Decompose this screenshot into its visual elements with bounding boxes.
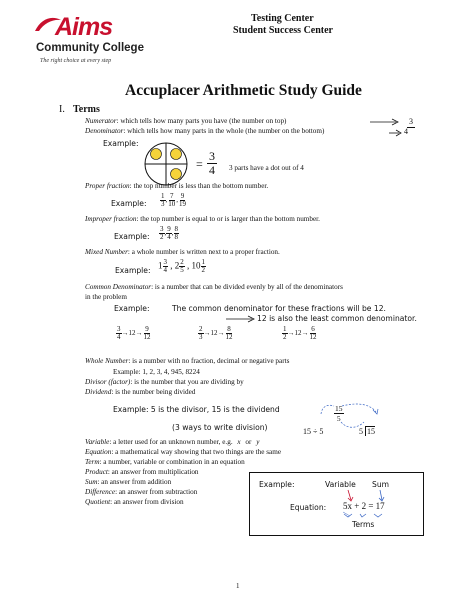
circle-equals: =: [196, 157, 203, 171]
quotient-definition: Quotient: an answer from division: [85, 498, 184, 506]
box-equation-label: Equation:: [290, 503, 327, 512]
whole-number-example: Example: 1, 2, 3, 4, 945, 8224: [113, 368, 200, 376]
section-heading: Terms: [73, 104, 100, 115]
dot-icon: [171, 169, 182, 180]
proper-fraction-list: $\frac{1}{3}$ , $\frac{7}{10}$ , $\frac{9}{19}$: [161, 192, 186, 208]
proper-fraction-definition: Proper fraction: the top number is less than the bottom number.: [85, 182, 269, 190]
mixed-number-definition: Mixed Number: a whole number is written next to a proper fraction.: [85, 248, 280, 256]
common-note-2: 12 is also the least common denominator.: [257, 314, 417, 323]
division-form-3: 5 15: [359, 427, 375, 436]
divisor-definition: Divisor (factor): is the number that you are dividing by: [85, 378, 244, 386]
arrow-right-icon: [389, 130, 403, 136]
product-definition: Product: an answer from multiplication: [85, 468, 199, 476]
term-definition: Term: a number, variable or combination in an equation: [85, 458, 245, 466]
arrow-right-icon: [370, 119, 400, 125]
logo-subtitle: Community College: [36, 42, 144, 54]
student-success-center-label: Student Success Center: [233, 25, 333, 36]
dividend-definition: Dividend: is the number being divided: [85, 388, 196, 396]
sum-definition: Sum: an answer from addition: [85, 478, 172, 486]
box-equation-text: 5x + 2 = 17: [343, 501, 385, 511]
example-label: Example:: [103, 139, 139, 148]
logo-tagline: The right choice at every step: [40, 58, 112, 64]
division-form-1: 15 ÷ 5: [303, 427, 324, 436]
division-example: Example: 5 is the divisor, 15 is the dividend: [113, 405, 280, 414]
numerator-value: 3: [409, 117, 413, 126]
arrow-right-icon: [226, 316, 256, 322]
fraction-circle-diagram: [143, 141, 189, 187]
logo-word: Aims: [55, 13, 113, 41]
conversion-3: $\frac{1}{2}$ →12→ $\frac{6}{12}$: [283, 325, 317, 341]
variable-definition: Variable: a letter used for an unknown number, e.g. x or y: [85, 438, 260, 446]
dot-icon: [151, 149, 162, 160]
box-variable-label: Variable: [325, 480, 356, 489]
mixed-example-label: Example:: [115, 266, 151, 275]
circle-fraction: 3 4: [209, 149, 215, 177]
common-denominator-definition: Common Denominator: is a number that can be divided evenly by all of the denominators: [85, 283, 343, 291]
equation-arrows-diagram: [340, 488, 400, 522]
common-denominator-definition-cont: in the problem: [85, 293, 127, 301]
common-example-label: Example:: [114, 304, 150, 313]
improper-fraction-definition: Improper fraction: the top number is equal to or is larger than the bottom number.: [85, 215, 320, 223]
box-example-label: Example:: [259, 480, 295, 489]
page-number: 1: [236, 582, 240, 590]
difference-definition: Difference: an answer from subtraction: [85, 488, 198, 496]
improper-example-label: Example:: [114, 232, 150, 241]
division-ways: (3 ways to write division): [172, 423, 268, 432]
box-terms-label: Terms: [352, 520, 375, 529]
division-form-2: 15 5: [335, 404, 343, 423]
conversion-1: $\frac{3}{4}$ →12→ $\frac{9}{12}$: [117, 325, 151, 341]
mixed-number-list: 1 $\frac{3}{4}$ , 2 $\frac{2}{5}$ , 10 $\frac{1}{2}$: [158, 258, 205, 274]
whole-number-definition: Whole Number: is a number with no fraction, decimal or negative parts: [85, 357, 290, 365]
numerator-definition: Numerator: which tells how many parts you have (the number on top): [85, 117, 287, 125]
improper-fraction-list: $\frac{3}{2}$ , $\frac{9}{4}$ , $\frac{8}{8}$: [160, 225, 178, 241]
denominator-definition: Denominator: which tells how many parts in the whole (the number on the bottom): [85, 127, 325, 135]
circle-caption: 3 parts have a dot out of 4: [229, 164, 304, 172]
testing-center-label: Testing Center: [251, 13, 314, 24]
dot-icon: [171, 149, 182, 160]
section-number: I.: [59, 104, 65, 115]
box-sum-label: Sum: [372, 480, 390, 489]
equation-definition: Equation: a mathematical way showing that two things are the same: [85, 448, 282, 456]
common-note-1: The common denominator for these fractions will be 12.: [172, 304, 386, 313]
conversion-2: $\frac{2}{3}$ →12→ $\frac{8}{12}$: [199, 325, 233, 341]
denominator-value: 4: [404, 127, 408, 136]
page-title: Accuplacer Arithmetic Study Guide: [125, 82, 362, 99]
proper-example-label: Example:: [111, 199, 147, 208]
dashed-arrows-diagram: [318, 400, 384, 432]
